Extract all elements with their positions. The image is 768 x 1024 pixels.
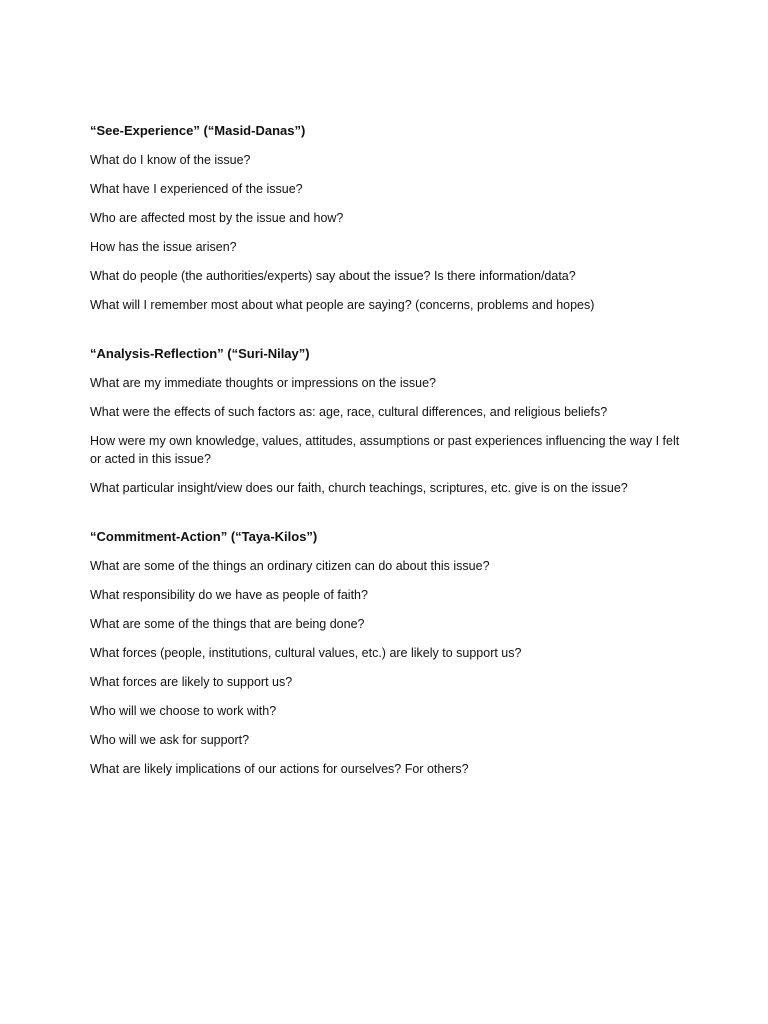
question: What are likely implications of our actions for ourselves? For others?	[90, 762, 469, 776]
question: How has the issue arisen?	[90, 240, 237, 254]
section-analysis-reflection	[90, 345, 690, 497]
question: Who are affected most by the issue and how?	[90, 211, 344, 225]
section-heading: “Commitment-Action” (“Taya-Kilos”)	[90, 529, 318, 544]
section-see-experience	[90, 122, 690, 314]
question: Who will we ask for support?	[90, 733, 250, 747]
question: What are my immediate thoughts or impressions on the issue?	[90, 376, 436, 390]
question: What have I experienced of the issue?	[90, 182, 303, 196]
question: What particular insight/view does our faith, church teachings, scriptures, etc. give is on the issue?	[90, 481, 628, 495]
question: What do I know of the issue?	[90, 153, 251, 167]
section-heading: “See-Experience” (“Masid-Danas”)	[90, 123, 306, 138]
question: What responsibility do we have as people of faith?	[90, 588, 368, 602]
question: What forces (people, institutions, cultural values, etc.) are likely to support us?	[90, 646, 522, 660]
document-page	[90, 122, 690, 789]
question: What are some of the things that are being done?	[90, 617, 365, 631]
question: How were my own knowledge, values, attitudes, assumptions or past experiences influencing the way I felt or acted in this issue?	[90, 434, 680, 466]
question: What will I remember most about what people are saying? (concerns, problems and hopes)	[90, 298, 595, 312]
section-commitment-action	[90, 528, 690, 778]
question: Who will we choose to work with?	[90, 704, 277, 718]
question: What forces are likely to support us?	[90, 675, 293, 689]
question: What are some of the things an ordinary citizen can do about this issue?	[90, 559, 490, 573]
question: What were the effects of such factors as: age, race, cultural differences, and religious beliefs?	[90, 405, 608, 419]
section-heading: “Analysis-Reflection” (“Suri-Nilay”)	[90, 346, 310, 361]
question: What do people (the authorities/experts) say about the issue? Is there information/data?	[90, 269, 576, 283]
